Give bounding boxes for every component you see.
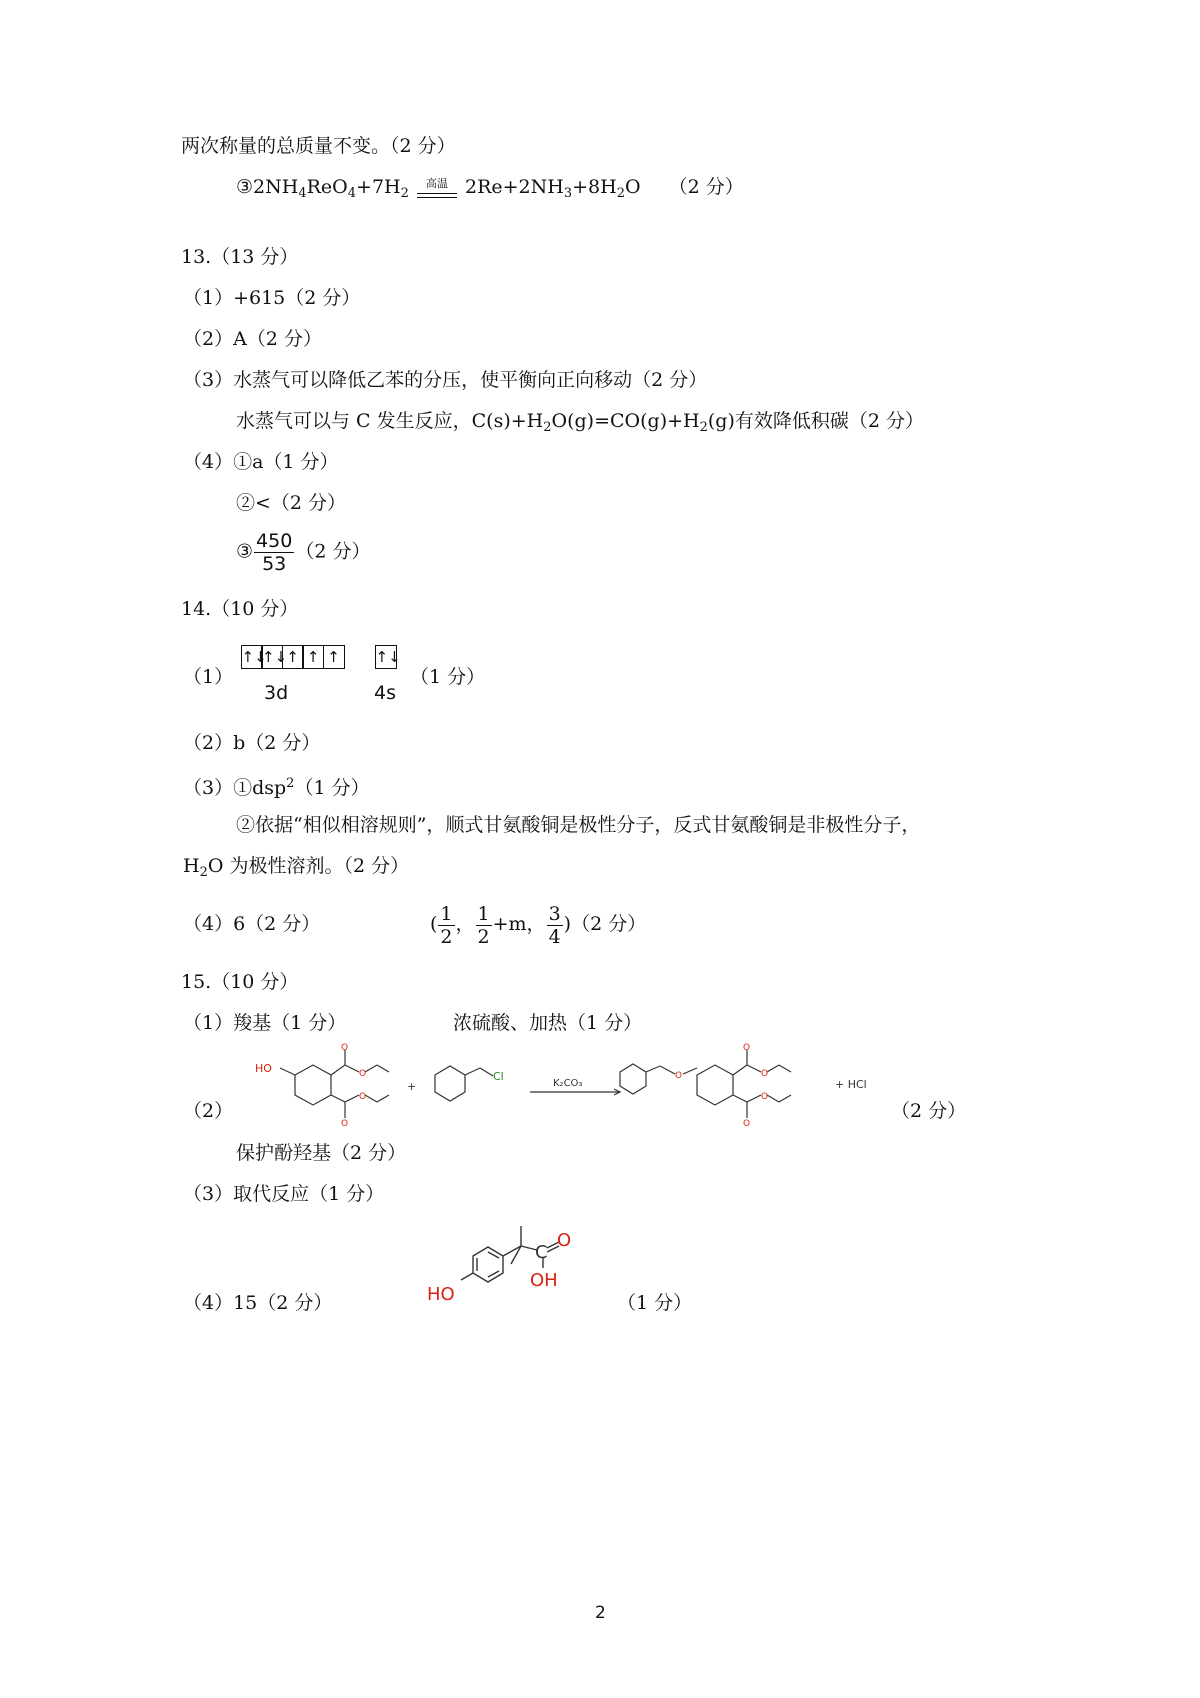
q15-part-2-label: （2） <box>183 1100 234 1122</box>
denominator: 2 <box>477 925 490 948</box>
fraction <box>254 530 294 575</box>
q15-part-4-score: （1 分） <box>617 1292 693 1314</box>
q15-part-1a: （1）羧基（1 分） <box>183 1012 347 1034</box>
q14-part-1-label: （1） <box>183 666 234 688</box>
orbital-box: ↑ <box>302 645 324 669</box>
q13-part-4a: （4）①a（1 分） <box>183 451 339 473</box>
q15-part-2-score: （2 分） <box>891 1100 967 1122</box>
text: O(g)=CO(g)+H <box>551 410 700 432</box>
reaction-condition: 高温 <box>415 178 459 190</box>
fraction-2 <box>476 903 492 948</box>
svg-text:O: O <box>761 1069 769 1079</box>
numerator: 1 <box>440 902 453 925</box>
comma: ， <box>455 913 475 935</box>
q14-part-3c <box>183 853 409 886</box>
orbital-3d <box>242 645 345 669</box>
reaction-scheme <box>235 1040 875 1140</box>
sub: 2 <box>699 420 708 435</box>
circled-number: ③ <box>236 176 254 198</box>
eq-part: 2NH <box>253 176 299 198</box>
orbital-box: ↑↓ <box>261 645 283 669</box>
question-15-header: 15.（10 分） <box>181 971 299 993</box>
text: H <box>183 855 200 877</box>
ho-label: HO <box>427 1284 455 1305</box>
text: (g)有效降低积碳（2 分） <box>707 410 924 432</box>
reagent-label: K₂CO₃ <box>553 1078 583 1089</box>
question-14-header: 14.（10 分） <box>181 598 299 620</box>
eq-part: ReO <box>306 176 348 198</box>
q14-part-1-score: （1 分） <box>410 666 486 688</box>
q13-part-3: （3）水蒸气可以降低乙苯的分压，使平衡向正向移动（2 分） <box>183 369 708 391</box>
q15-part-1b: 浓硫酸、加热（1 分） <box>453 1012 643 1034</box>
score: （2 分） <box>295 540 371 563</box>
sub: 2 <box>199 865 208 880</box>
fraction-3 <box>547 903 563 948</box>
svg-text:O: O <box>359 1092 367 1102</box>
c-label: C <box>535 1242 548 1263</box>
text: +m， <box>492 913 546 935</box>
svg-text:O: O <box>743 1043 751 1053</box>
paren: ( <box>430 913 438 935</box>
fraction-1 <box>438 903 454 948</box>
numerator: 3 <box>548 902 561 925</box>
label-3d: 3d <box>264 682 289 704</box>
page-number: 2 <box>595 1603 606 1623</box>
q13-part-4b: ②<（2 分） <box>236 492 347 514</box>
ho-label: HO <box>255 1062 272 1075</box>
orbital-box: ↑↓ <box>375 645 397 669</box>
numerator: 1 <box>477 902 490 925</box>
eq-sub: 2 <box>400 186 409 201</box>
q14-part-3b: ②依据“相似相溶规则”，顺式甘氨酸铜是极性分子，反式甘氨酸铜是非极性分子， <box>236 814 921 836</box>
q13-part-4c <box>236 530 370 575</box>
q15-part-2b: 保护酚羟基（2 分） <box>236 1142 407 1164</box>
svg-text:O: O <box>359 1069 367 1079</box>
orbital-box: ↑ <box>323 645 345 669</box>
svg-text:O: O <box>341 1043 349 1053</box>
question-13-header: 13.（13 分） <box>181 246 299 268</box>
o-label: O <box>557 1230 572 1251</box>
plus-sign: + <box>407 1080 417 1093</box>
text: O 为极性溶剂。（2 分） <box>207 855 410 877</box>
circled-number: ③ <box>236 540 254 563</box>
q15-part-3: （3）取代反应（1 分） <box>183 1183 385 1205</box>
q13-part-2: （2）A（2 分） <box>183 328 322 350</box>
eq-part: 2Re+2NH <box>465 176 564 198</box>
denominator: 53 <box>262 553 287 575</box>
text: )（2 分） <box>563 913 647 935</box>
q14-part-3a <box>183 771 370 801</box>
product-structure <box>425 1218 625 1318</box>
text: （1 分） <box>294 777 370 799</box>
eq-sub: 2 <box>616 186 625 201</box>
svg-text:O: O <box>761 1092 769 1102</box>
q15-part-4: （4）15（2 分） <box>183 1292 333 1314</box>
denominator: 4 <box>548 925 561 948</box>
eq-part: +7H <box>356 176 401 198</box>
eq-sub: 4 <box>347 186 357 201</box>
cl-label: Cl <box>493 1070 504 1083</box>
orbital-4s <box>375 645 401 669</box>
orbital-box: ↑ <box>282 645 304 669</box>
q14-part-4b <box>430 899 646 949</box>
hcl-label: + HCl <box>835 1078 867 1091</box>
eq-sub: 4 <box>298 186 307 201</box>
numerator: 450 <box>256 530 293 552</box>
q14-part-2: （2）b（2 分） <box>183 732 321 754</box>
label-4s: 4s <box>374 682 396 704</box>
text-line-1: 两次称量的总质量不变。（2 分） <box>181 135 456 157</box>
orbital-box: ↑↓ <box>241 645 263 669</box>
eq-sub: 3 <box>563 186 573 201</box>
text: （3）①dsp <box>183 777 287 799</box>
eq-part: O <box>624 176 641 198</box>
score: （2 分） <box>668 176 744 198</box>
sup: 2 <box>286 776 295 791</box>
denominator: 2 <box>440 925 453 948</box>
svg-text:O: O <box>743 1119 751 1129</box>
q13-part-3b <box>236 408 924 441</box>
text: 水蒸气可以与 C 发生反应，C(s)+H <box>236 410 544 432</box>
q14-part-4a: （4）6（2 分） <box>183 913 321 935</box>
q13-part-1: （1）+615（2 分） <box>183 287 361 309</box>
reaction-equation <box>236 174 744 207</box>
svg-text:O: O <box>675 1071 683 1081</box>
eq-part: +8H <box>572 176 617 198</box>
sub: 2 <box>543 420 552 435</box>
oh-label: OH <box>530 1270 558 1291</box>
svg-text:O: O <box>341 1119 349 1129</box>
